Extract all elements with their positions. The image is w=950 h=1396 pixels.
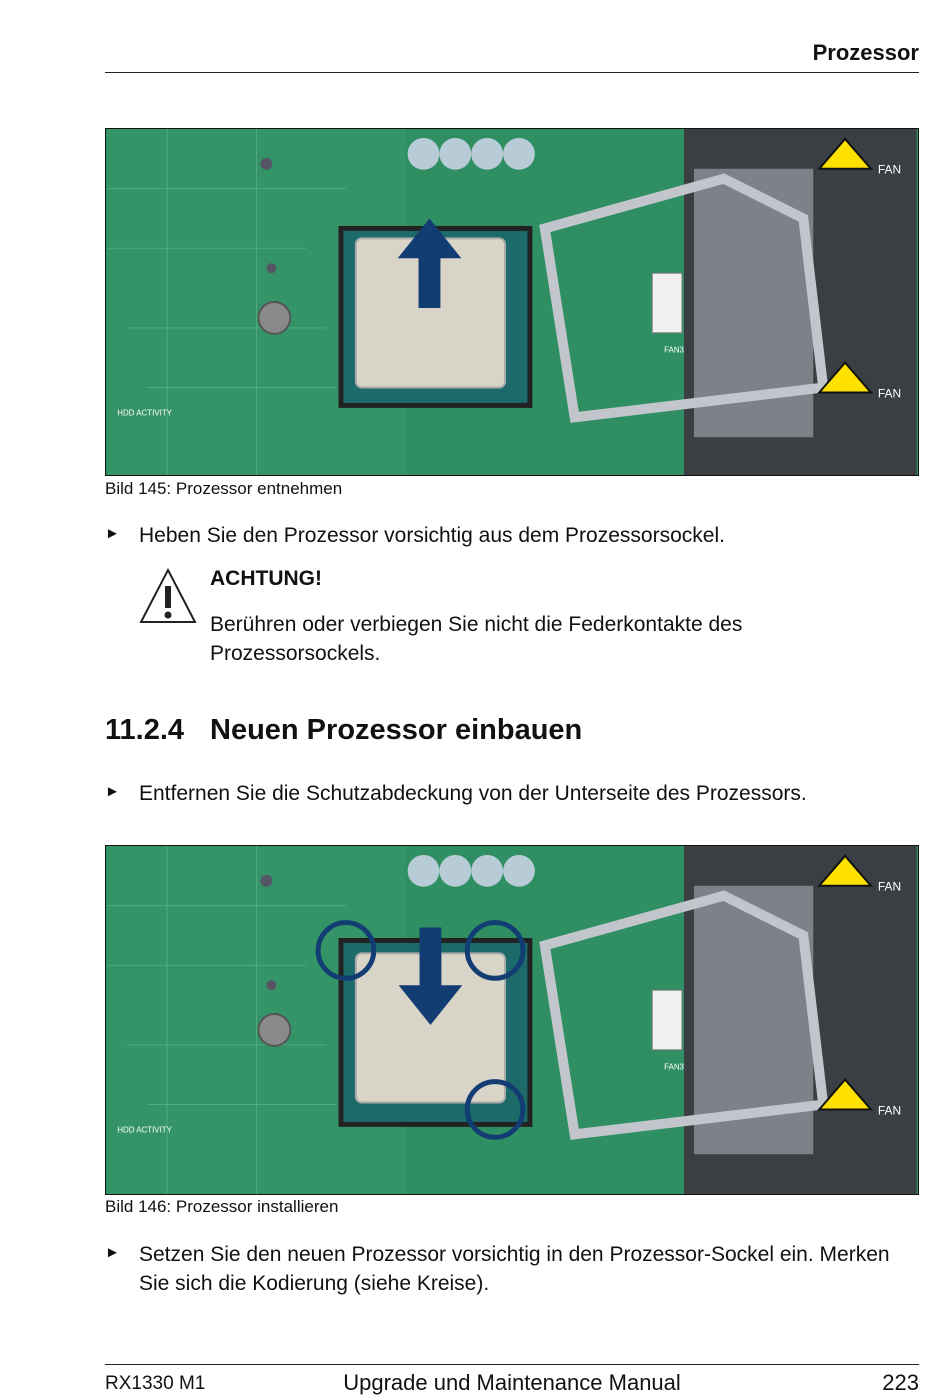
fan-conn-label: FAN3: [664, 1062, 684, 1072]
section-heading: [105, 714, 582, 747]
hdd-activity-label: HDD ACTIVITY: [117, 408, 172, 418]
figure-caption-146: Bild 146: Prozessor installieren: [105, 1197, 339, 1216]
footer-model: RX1330 M1: [105, 1373, 206, 1394]
fan-label-bottom: FAN: [877, 386, 902, 401]
figure-remove-processor: [105, 128, 919, 476]
page-header-title: Prozessor: [812, 40, 919, 65]
fan-label-top: FAN: [877, 162, 902, 177]
step-lift-processor: [105, 521, 919, 550]
step-text: Heben Sie den Prozessor vorsichtig aus dem Prozessorsockel.: [139, 524, 725, 547]
bullet-marker: ►: [105, 1244, 120, 1261]
header-rule: [105, 72, 919, 73]
section-number: 11.2.4: [105, 714, 185, 746]
fan-connector: [652, 990, 682, 1050]
fan-connector: [652, 273, 682, 333]
figure-install-processor: [105, 845, 919, 1195]
bullet-marker: ►: [105, 783, 120, 800]
footer-page-number: 223: [882, 1370, 919, 1395]
fan-conn-label: FAN3: [664, 345, 684, 355]
step-insert-processor: [105, 1240, 909, 1298]
hdd-activity-label: HDD ACTIVITY: [117, 1125, 172, 1135]
section-title: Neuen Prozessor einbauen: [210, 714, 583, 746]
fan-label-bottom: FAN: [877, 1103, 902, 1118]
step-remove-cover: [105, 779, 919, 808]
step-text: Setzen Sie den neuen Prozessor vorsichtig in den Prozessor-Sockel ein. Merken Sie sich die Kodierung (siehe Kreise).: [139, 1243, 890, 1295]
warning-title: ACHTUNG!: [210, 567, 322, 590]
motherboard-photo-1: [106, 129, 918, 475]
figure-caption-145: Bild 145: Prozessor entnehmen: [105, 479, 343, 498]
bullet-marker: ►: [105, 525, 120, 542]
warning-triangle-icon: [137, 566, 199, 626]
warning-text: Berühren oder verbiegen Sie nicht die Federkontakte des Prozessorsockels.: [210, 613, 743, 665]
step-text: Entfernen Sie die Schutzabdeckung von der Unterseite des Prozessors.: [139, 782, 807, 805]
footer-rule: [105, 1364, 919, 1365]
motherboard-photo-2: [106, 846, 918, 1194]
footer-manual-title: Upgrade und Maintenance Manual: [343, 1370, 681, 1395]
fan-label-top: FAN: [877, 879, 902, 894]
